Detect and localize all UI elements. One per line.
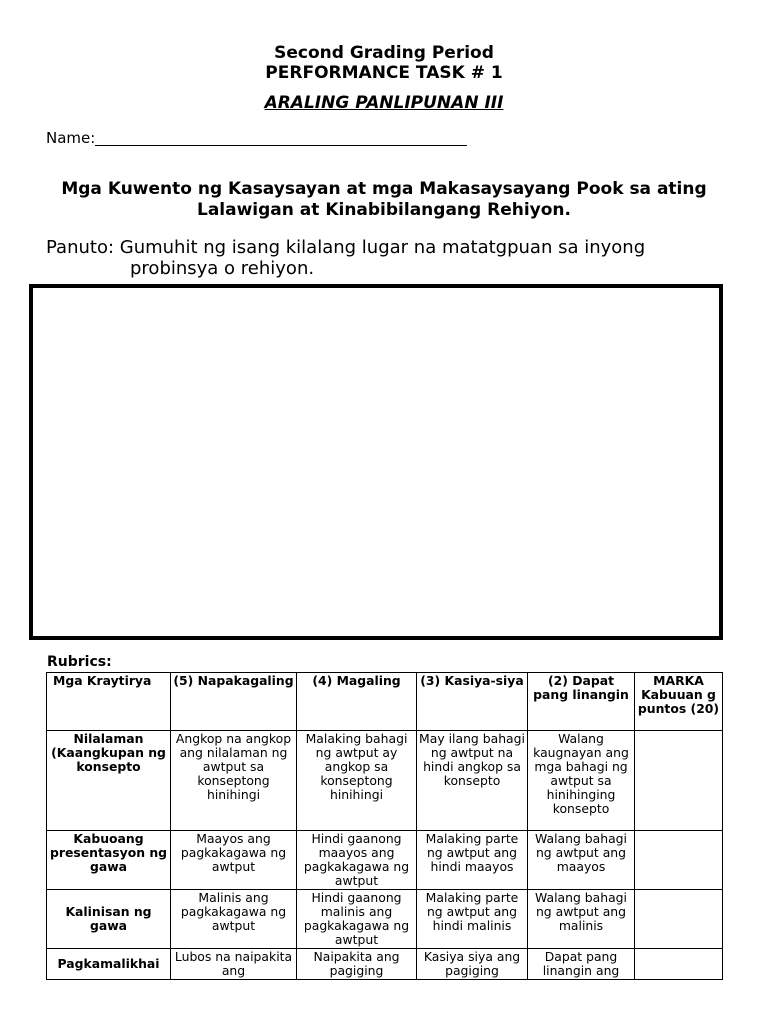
name-blank-line[interactable] [95,129,467,146]
marka-cell[interactable] [635,949,723,980]
subject-heading: ARALING PANLIPUNAN III [264,93,504,113]
score-3-cell: Malaking parte ng awtput ang hindi maayos [417,831,528,890]
score-3-cell: May ilang bahagi ng awtput na hindi angkop sa konsepto [417,731,528,831]
score-5-cell: Malinis ang pagkakagawa ng awtput [171,890,297,949]
instruction [46,237,746,279]
score-2-cell: Walang bahagi ng awtput ang malinis [528,890,635,949]
rubrics-label: Rubrics: [47,654,112,670]
header-score-3: (3) Kasiya-siya [417,673,528,731]
instruction-line-2: probinsya o rehiyon. [130,258,315,279]
name-label: Name: [46,129,96,147]
page-title: Mga Kuwento ng Kasaysayan at mga Makasaysayang Pook sa ating Lalawigan at Kinabibilangang Rehiyon. [61,179,707,220]
score-2-cell: Walang kaugnayan ang mga bahagi ng awtput sa hinihinging konsepto [528,731,635,831]
score-4-cell: Naipakita ang pagiging [297,949,417,980]
rubric-table [46,672,723,980]
score-5-cell: Lubos na naipakita ang [171,949,297,980]
marka-cell[interactable] [635,890,723,949]
criterion-cell: Nilalaman (Kaangkupan ng konsepto [47,731,171,831]
header-score-4: (4) Magaling [297,673,417,731]
score-3-cell: Kasiya siya ang pagiging [417,949,528,980]
score-4-cell: Hindi gaanong maayos ang pagkakagawa ng awtput [297,831,417,890]
marka-cell[interactable] [635,731,723,831]
drawing-area[interactable] [29,284,723,640]
score-4-cell: Hindi gaanong malinis ang pagkakagawa ng awtput [297,890,417,949]
criterion-cell: Kabuoang presentasyon ng gawa [47,831,171,890]
score-2-cell: Dapat pang linangin ang [528,949,635,980]
score-5-cell: Maayos ang pagkakagawa ng awtput [171,831,297,890]
header-criteria: Mga Kraytirya [47,673,171,731]
score-5-cell: Angkop na angkop ang nilalaman ng awtput sa konseptong hinihingi [171,731,297,831]
table-header-row [47,673,723,731]
score-2-cell: Walang bahagi ng awtput ang maayos [528,831,635,890]
task-heading: PERFORMANCE TASK # 1 [265,63,503,83]
table-row [47,890,723,949]
header-score-2: (2) Dapat pang linangin [528,673,635,731]
criterion-cell: Kalinisan ng gawa [47,890,171,949]
score-4-cell: Malaking bahagi ng awtput ay angkop sa konseptong hinihingi [297,731,417,831]
grading-period-heading: Second Grading Period [274,43,494,63]
name-field-row [46,129,467,147]
table-row [47,831,723,890]
criterion-cell: Pagkamalikhai [47,949,171,980]
table-row [47,731,723,831]
table-row [47,949,723,980]
score-3-cell: Malaking parte ng awtput ang hindi malinis [417,890,528,949]
instruction-line-1: Panuto: Gumuhit ng isang kilalang lugar na matatgpuan sa inyong [46,237,646,258]
marka-cell[interactable] [635,831,723,890]
header-score-5: (5) Napakagaling [171,673,297,731]
header-marka: MARKA Kabuuan g puntos (20) [635,673,723,731]
